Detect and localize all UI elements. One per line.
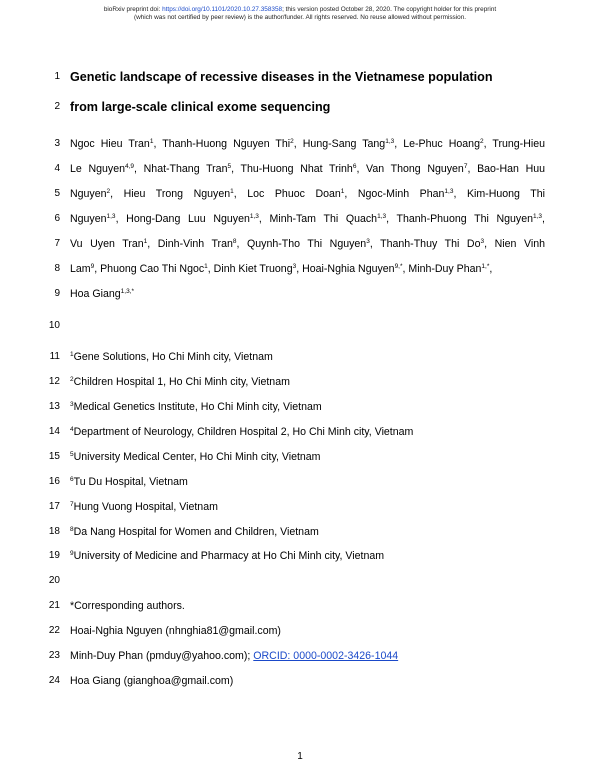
line-number: 24 (48, 675, 60, 686)
notice-prefix: bioRxiv preprint doi: (103, 6, 163, 13)
affiliation: $^2$Children Hospital 1, Ho Chi Minh city, Vietnam (70, 376, 290, 388)
manuscript-line (0, 400, 600, 420)
manuscript-line (0, 674, 600, 694)
line-number: 23 (48, 650, 60, 661)
affiliation: $^3$Medical Genetics Institute, Ho Chi Minh city, Vietnam (70, 401, 322, 413)
title-line-1: Genetic landscape of recessive diseases in the Vietnamese population (70, 70, 493, 84)
manuscript-line (0, 162, 600, 182)
affiliation: $^6$Tu Du Hospital, Vietnam (70, 476, 188, 488)
affiliation: $^9$University of Medicine and Pharmacy at Ho Chi Minh city, Vietnam (70, 550, 385, 562)
line-number: 3 (54, 138, 60, 149)
line-number: 16 (48, 476, 60, 487)
notice-suffix: ; this version posted October 28, 2020. The copyright holder for this preprint (282, 6, 497, 13)
affiliation: $^5$University Medical Center, Ho Chi Minh city, Vietnam (70, 451, 321, 463)
line-number: 18 (48, 526, 60, 537)
line-number: 17 (48, 501, 60, 512)
title-line-2: from large-scale clinical exome sequencing (70, 100, 331, 114)
manuscript-line (0, 187, 600, 207)
affiliation: $^7$Hung Vuong Hospital, Vietnam (70, 501, 218, 513)
author-line: Ngoc Hieu Tran$^1$, Thanh-Huong Nguyen Thi$^2$, Hung-Sang Tang$^{1,3}$, Le-Phuc Hoang$^2$, Trung-Hieu (70, 138, 545, 150)
manuscript-line (0, 549, 600, 569)
corresponding-author-2: Minh-Duy Phan (pmduy@yahoo.com); ORCID: 0000-0002-3426-1044 (70, 650, 399, 662)
line-number: 9 (54, 288, 60, 299)
line-number: 7 (54, 238, 60, 249)
line-number: 6 (54, 213, 60, 224)
page-number: 1 (297, 751, 303, 762)
line-number: 15 (48, 451, 60, 462)
line-number: 22 (48, 625, 60, 636)
author-line: Vu Uyen Tran$^1$, Dinh-Vinh Tran$^8$, Quynh-Tho Thi Nguyen$^3$, Thanh-Thuy Thi Do$^3$, Nien Vinh (70, 238, 545, 250)
doi-link[interactable]: https://doi.org/10.1101/2020.10.27.358358 (162, 6, 283, 13)
manuscript-line (0, 212, 600, 232)
manuscript-line (0, 70, 600, 90)
line-number: 20 (48, 575, 60, 586)
preprint-notice (40, 6, 560, 22)
manuscript-line (0, 500, 600, 520)
manuscript-line (0, 649, 600, 669)
corresponding-heading: *Corresponding authors. (70, 600, 185, 612)
affiliation: $^1$Gene Solutions, Ho Chi Minh city, Vietnam (70, 351, 273, 363)
manuscript-line (0, 287, 600, 307)
corresponding-author-1: Hoai-Nghia Nguyen (nhnghia81@gmail.com) (70, 625, 281, 637)
author-line: Hoa Giang$^{1,3,*}$ (70, 288, 135, 300)
affiliation: $^8$Da Nang Hospital for Women and Children, Vietnam (70, 526, 319, 538)
manuscript-line (0, 319, 600, 339)
manuscript-line (0, 574, 600, 594)
manuscript-line (0, 262, 600, 282)
line-number: 21 (48, 600, 60, 611)
author-line: Nguyen$^{1,3}$, Hong-Dang Luu Nguyen$^{1,3}$, Minh-Tam Thi Quach$^{1,3}$, Thanh-Phuong Thi Nguyen$^{1,3}$, (70, 213, 545, 225)
line-number: 1 (54, 71, 60, 82)
line-number: 12 (48, 376, 60, 387)
orcid-link[interactable]: ORCID: 0000-0002-3426-1044 (253, 650, 399, 662)
manuscript-line (0, 350, 600, 370)
corresponding-author-3: Hoa Giang (gianghoa@gmail.com) (70, 675, 234, 687)
line-number: 10 (48, 320, 60, 331)
manuscript-line (0, 237, 600, 257)
manuscript-line (0, 450, 600, 470)
line-number: 19 (48, 550, 60, 561)
notice-line2: (which was not certified by peer review) is the author/funder. All rights reserved. No reuse allowed without permission. (133, 13, 467, 21)
manuscript-line (0, 624, 600, 644)
affiliation: $^4$Department of Neurology, Children Hospital 2, Ho Chi Minh city, Vietnam (70, 426, 414, 438)
line-number: 4 (54, 163, 60, 174)
manuscript-line (0, 425, 600, 445)
manuscript-line (0, 475, 600, 495)
line-number: 5 (54, 188, 60, 199)
line-number: 2 (54, 101, 60, 112)
manuscript-line (0, 599, 600, 619)
manuscript-line (0, 525, 600, 545)
manuscript-line (0, 137, 600, 157)
manuscript-line (0, 375, 600, 395)
author-line: Lam$^9$, Phuong Cao Thi Ngoc$^1$, Dinh Kiet Truong$^3$, Hoai-Nghia Nguyen$^{9,*}$, Minh-Duy Phan$^{1,*}$, (70, 263, 493, 275)
line-number: 11 (49, 351, 60, 362)
line-number: 13 (48, 401, 60, 412)
manuscript-line (0, 100, 600, 120)
author-line: Le Nguyen$^{4,9}$, Nhat-Thang Tran$^5$, Thu-Huong Nhat Trinh$^6$, Van Thong Nguyen$^7$, Bao-Han Huu (70, 163, 546, 175)
line-number: 8 (54, 263, 60, 274)
line-number: 14 (48, 426, 60, 437)
author-line: Nguyen$^2$, Hieu Trong Nguyen$^1$, Loc Phuoc Doan$^1$, Ngoc-Minh Phan$^{1,3}$, Kim-Huong Thi (70, 188, 546, 200)
